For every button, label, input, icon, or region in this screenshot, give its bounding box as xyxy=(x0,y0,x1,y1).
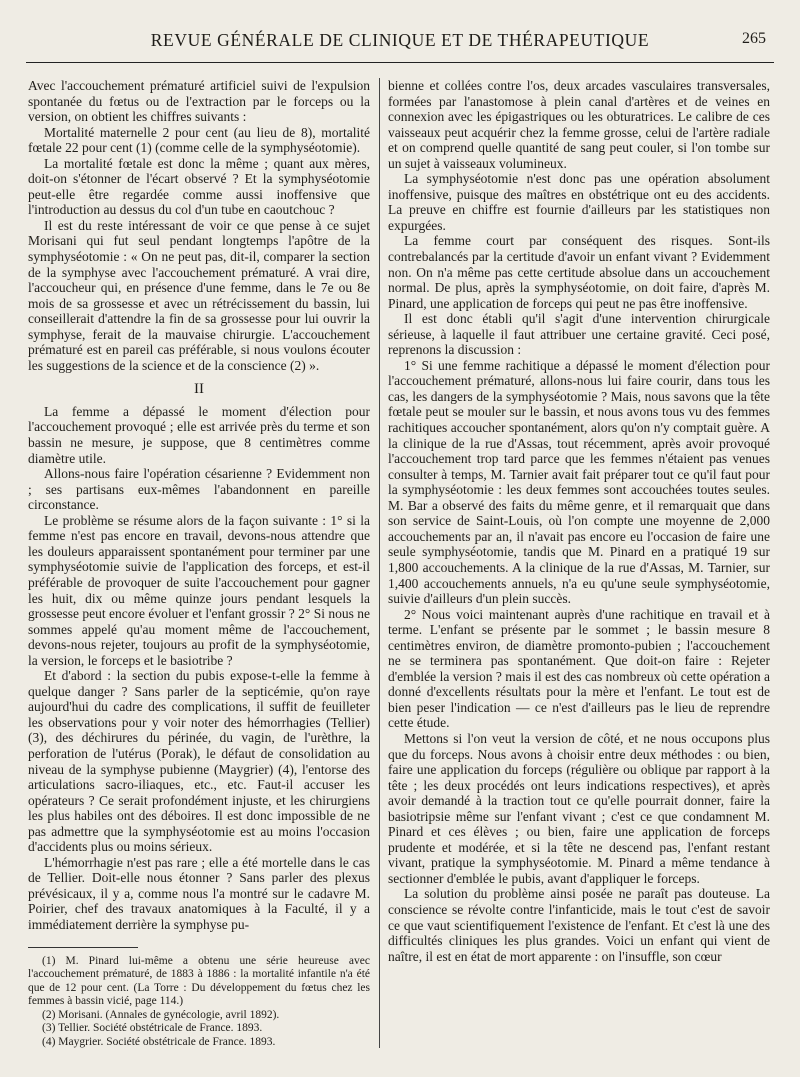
paragraph: L'hémorrhagie n'est pas rare ; elle a été mortelle dans le cas de Tellier. Doit-elle nous étonner ? Sans parler des plexus prévésicaux, il y a, comme nous l'a montré sur le cadavre M. Poirier, chef des travaux anatomiques à la Faculté, il y a immédiatement derrière la symphyse pu- xyxy=(28,854,370,932)
paragraph: Mortalité maternelle 2 pour cent (au lieu de 8), mortalité fœtale 22 pour cent (1) (comme celle de la symphyséotomie). xyxy=(28,124,370,156)
section-heading: II xyxy=(194,381,204,398)
paragraph: 1° Si une femme rachitique a dépassé le moment d'élection pour l'accouchement prématuré, allons-nous lui faire courir, dans tous les cas, les dangers de la symphyséotomie ? Mais, nous savons que la tête fœtale peut se mouler sur le bassin, et nous avons tous vu des femmes rachitiques accoucher spontanément, alors qu'on n'y comptait guère. A la clinique de la rue d'Assas, tout récemment, après avoir provoqué l'accouchement trop tard parce que les femmes n'étaient pas venues consulter à temps, M. Tarnier avait fait préparer tout ce qu'il faut pour la symphyséotomie : les deux femmes sont accouchées toutes seules. M. Bar a observé des faits du même genre, et il remarquait que dans son service de Saint-Louis, où l'on compte une moyenne de 2,000 accouchements par an, il n'avait pas encore eu l'occasion de faire une seule symphyséotomie, tandis que M. Pinard en a pratiqué 19 sur 1,800 accouchements. A la clinique de la rue d'Assas, M. Tarnier, sur 1,400 accouchements annuels, n'a eu qu'une seule symphyséotomie, suivie d'ailleurs d'un plein succès. xyxy=(388,357,770,607)
page-number: 265 xyxy=(742,30,766,47)
paragraph: 2° Nous voici maintenant auprès d'une rachitique en travail et à terme. L'enfant se présente par le sommet ; le bassin mesure 8 centimètres environ, de diamètre promonto-pubien ; l'accouchement ne se terminera pas spontanément. Que doit-on faire : Rejeter d'emblée la version ? mais il est des cas nombreux où cette opération a donné d'excellents résultats pour la mère et l'enfant. Le tout est de bien peser l'indication — ce n'est d'ailleurs pas le lieu de reprendre cette étude. xyxy=(388,606,770,731)
paragraph: Il est donc établi qu'il s'agit d'une intervention chirurgicale sérieuse, à laquelle il faut attribuer une certaine gravité. Ceci posé, reprenons la discussion : xyxy=(388,311,770,358)
page-header xyxy=(24,26,776,56)
paragraph: La femme court par conséquent des risques. Sont-ils contrebalancés par la certitude d'avoir un enfant vivant ? Evidemment non. On n'a même pas cette certitude absolue dans un accouchement normal. De plus, après la symphyséotomie, on doit faire, d'après M. Pinard, une application de forceps qui peut ne pas être inoffensive. xyxy=(388,233,770,311)
right-column xyxy=(388,78,770,964)
left-column xyxy=(28,78,370,1049)
paragraph: La mortalité fœtale est donc la même ; quant aux mères, doit-on s'étonner de l'écart observé ? Et la symphyséotomie peut-elle être regardée comme aussi inoffensive que l'introduction au dessus du col d'un tube en caoutchouc ? xyxy=(28,155,370,218)
running-head: REVUE GÉNÉRALE DE CLINIQUE ET DE THÉRAPEUTIQUE xyxy=(150,30,650,50)
paragraph: La femme a dépassé le moment d'élection pour l'accouchement provoqué ; elle est arrivée près du terme et son bassin ne mesure, je suppose, que 8 centimètres comme diamètre utile. xyxy=(28,403,370,466)
paragraph: La solution du problème ainsi posée ne paraît pas douteuse. La conscience se révolte contre l'infanticide, mais le tout c'est de savoir ce que vaut scientifiquement l'existence de l'enfant. Et c'est là une des difficultés cliniques les plus grandes. Voici un enfant qui vient de naître, il est en état de mort apparente : on l'insuffle, son cœur xyxy=(388,886,770,964)
paragraph: Et d'abord : la section du pubis expose-t-elle la femme à quelque danger ? Sans parler de la septicémie, qu'on raye aujourd'hui du cadre des complications, il suffit de feuilleter les observations pour y voir noter des hémorrhagies (Tellier) (3), des déchirures du périnée, du vagin, de l'urèthre, la perforation de l'utérus (Porak), le défaut de consolidation au niveau de la symphyse pubienne (Maygrier) (4), l'entorse des articulations sacro-iliaques, etc., etc. Faut-il accuser les opérateurs ? Ce serait profondément injuste, et les chirurgiens les plus habiles ont des déboires. Il est donc impossible de ne pas admettre que la symphyséotomie est au moins l'occasion d'accidents plus ou moins sérieux. xyxy=(28,668,370,855)
footnote-rule xyxy=(28,947,138,948)
paragraph: Allons-nous faire l'opération césarienne ? Evidemment non ; ses partisans eux-mêmes l'abandonnent en pareille circonstance. xyxy=(28,466,370,513)
footnotes xyxy=(28,955,370,1050)
paragraph: bienne et collées contre l'os, deux arcades vasculaires transversales, formées par l'anastomose à plein canal d'artères et de veines en connexion avec les épigastriques ou les obturatrices. Le calibre de ces vaisseaux peut acquérir chez la femme grosse, celui de l'artère radiale et on comprend quelle quantité de sang peut couler, si l'on tombe sur un sujet à vaisseaux volumineux. xyxy=(388,78,770,171)
footnote: (4) Maygrier. Société obstétricale de France. 1893. xyxy=(42,1035,276,1048)
paragraph: Avec l'accouchement prématuré artificiel suivi de l'expulsion spontanée du fœtus ou de l'extraction par le forceps ou la version, on obtient les chiffres suivants : xyxy=(28,78,370,125)
footnote: (1) M. Pinard lui-même a obtenu une série heureuse avec l'accouchement prématuré, de 1883 à 1886 : la mortalité infantile n'a été que de 12 pour cent. (La Torre : Du développement du fœtus chez les femmes à bassin vicié, page 114.) xyxy=(28,954,370,1008)
column-divider xyxy=(379,78,380,1048)
paragraph: Mettons si l'on veut la version de côté, et ne nous occupons plus que du forceps. Nous avons à choisir entre deux méthodes : ou bien, faire une application du forceps (régulière ou oblique par rapport à la tête ; les deux procédés ont leurs indications respectives), et après avoir demandé à la traction tout ce qu'elle pourrait donner, faire la basiotripsie même sur l'enfant vivant ; c'est ce que condamnent M. Pinard et ces élèves ; ou bien, faire une application de forceps prudente et modérée, et si la tête ne descend pas, l'enfant restant vivant, pratique la symphyséotomie. M. Pinard a même tendance à sectionner d'emblée le pubis, avant d'appliquer le forceps. xyxy=(388,730,770,886)
footnote: (3) Tellier. Société obstétricale de France. 1893. xyxy=(42,1022,263,1035)
paragraph: Il est du reste intéressant de voir ce que pense à ce sujet Morisani qui fut seul pendant longtemps l'apôtre de la symphyséotomie : « On ne peut pas, dit-il, comparer la section de la symphyse avec l'accouchement prématuré. A vrai dire, l'accoucheur qui, en présence d'une femme, dans le 7e ou 8e mois de sa grossesse et avec un rétrécissement du bassin, lui conseillerait d'attendre la fin de sa grossesse pour lui ouvrir la symphyse, ferait de la mauvaise chirurgie. L'accouchement prématuré est en pareil cas préférable, si nous voulons écouter les suggestions de la science et de la conscience (2) ». xyxy=(28,217,370,373)
footnote: (2) Morisani. (Annales de gynécologie, avril 1892). xyxy=(42,1008,280,1021)
paragraph: Le problème se résume alors de la façon suivante : 1° si la femme n'est pas encore en travail, devons-nous attendre que les douleurs apparaissent spontanément pour terminer par une symphyséotomie suivie de l'application des forceps, et est-il préférable de provoquer de suite l'accouchement pour gagner les huit, dix ou même quinze jours pendant lesquels la grossesse peut encore évoluer et l'enfant grossir ? 2° Si nous ne sommes appelé qu'au moment même de l'accouchement, devons-nous rejeter, toujours au profit de la symphyséotomie, la version, le forceps et le basiotribe ? xyxy=(28,512,370,668)
header-rule xyxy=(26,62,774,63)
paragraph: La symphyséotomie n'est donc pas une opération absolument inoffensive, puisque des maîtres en obstétrique ont eu des accidents. La preuve en chiffre est fournie d'ailleurs par les statistiques non expurgées. xyxy=(388,171,770,233)
